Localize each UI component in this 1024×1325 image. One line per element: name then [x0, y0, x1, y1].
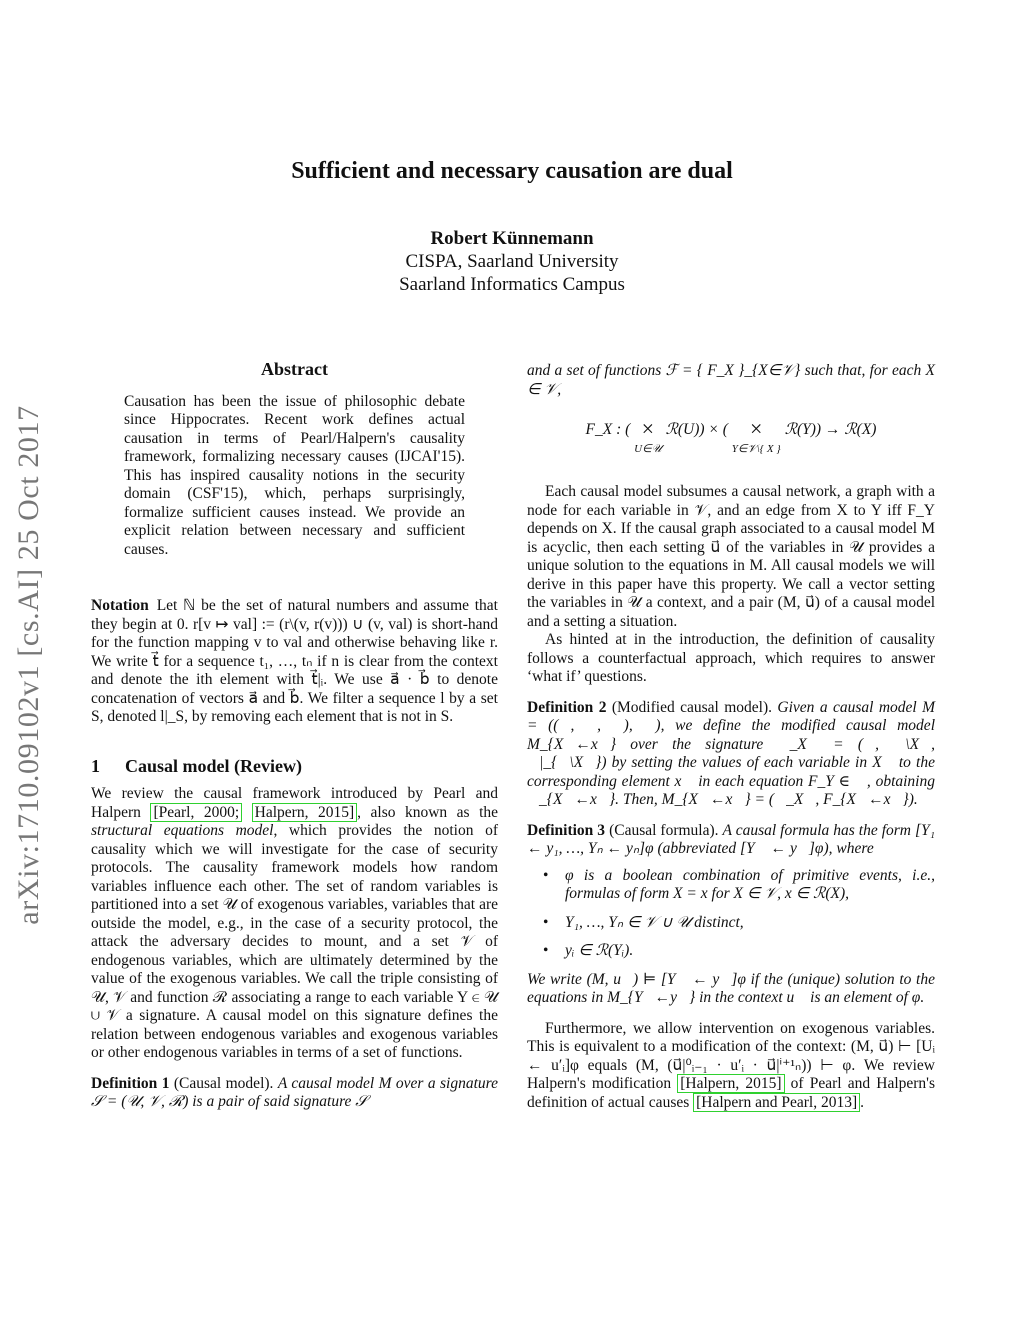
definition-2-paren: (Modified causal model).	[611, 698, 773, 716]
notation-paragraph	[91, 597, 498, 727]
list-item: • Y₁, …, Yₙ ∈ 𝒱 ∪ 𝒰 distinct,	[565, 914, 935, 933]
citation-halpern-pearl-2013[interactable]: [Halpern and Pearl, 2013]	[693, 1093, 860, 1112]
abstract-heading: Abstract	[261, 359, 328, 379]
citation-halpern-2015[interactable]: Halpern, 2015]	[252, 803, 357, 822]
abstract-body: Causation has been the issue of philosophic debate since Hippocrates. Recent work defines actual causation in terms of Pearl/Halpern's causality framework, formalizing necessary causes (IJCAI'15). This has inspired causality notions in the security domain (CSF'15), which, perhaps surprisingly, formalize sufficient causes instead. We provide an explicit relation between necessary and sufficient causes.	[124, 392, 465, 558]
right-column	[527, 362, 935, 1112]
intervention-text-c: .	[860, 1093, 864, 1111]
list-item: • φ is a boolean combination of primitive events, i.e., formulas of form X = x for X ∈ 𝒱, x ∈ ℛ(X),	[565, 867, 935, 904]
structural-equations-term: structural equations model	[91, 822, 274, 839]
definition-1-body: A causal model M over a signature 𝒮 = (𝒰, 𝒱, ℛ) is a pair of said signature 𝒮	[91, 1074, 498, 1110]
notation-body: Let ℕ be the set of natural numbers and assume that they begin at 0. r[v ↦ val] := (r\(v, r(v))) ∪ (v, val) is short-hand for the function mapping v to val and otherwise behaving like r. We write t⃗ for a sequence t₁, …, tₙ if n is clear from the context and denote the ith element with t⃗|ᵢ. We use a⃗ · b⃗ to denote concatenation of vectors a⃗ and b⃗. We filter a sequence l by a set S, denoted l|_S, by removing each element that is not in S.	[91, 597, 498, 725]
equation-mid-2: ℛ(Y)) → ℛ(X)	[784, 421, 877, 438]
section-1-text-c: , which provides the notion of causality which we will investigate for the case of security protocols. The causality framework models how random variables influence each other. The set of random variables is partitioned into a set 𝒰 of exogenous variables, variables that are outside the model, e.g., in the case of a security protocol, the attack the adversary decides to mount, and a set 𝒱 of endogenous variables, which are ultimately determined by the value of the exogenous variables. We call the triple consisting of 𝒰, 𝒱 and function ℛ associating a range to each variable Y ∈ 𝒰 ∪ 𝒱 a signature. A causal model on this signature defines the relation between endogenous variables and exogenous variables or other endogenous variables in terms of a set of functions.	[91, 822, 498, 1061]
section-1-text-b: , also known as the	[357, 803, 499, 821]
author-affiliation-1: CISPA, Saarland University	[405, 251, 619, 272]
cartesian-product-1: × U∈𝒰	[634, 416, 662, 455]
section-1-text-a: We review the causal framework introduced by Pearl and Halpern	[91, 785, 498, 821]
list-item: • yᵢ ∈ ℛ(Yᵢ).	[565, 942, 935, 961]
citation-pearl-2000[interactable]: [Pearl, 2000;	[150, 803, 242, 822]
citation-halpern-2015-b[interactable]: [Halpern, 2015]	[677, 1074, 784, 1093]
intervention-paragraph	[527, 1020, 935, 1113]
definition-2-body: Given a causal model M = ((𝒰, 𝒱, ℛ), ℱ), we define the modified causal model M_{X⃗←x⃗} over the signature 𝒮_X⃗ = (𝒰, 𝒱\X⃗, ℛ|_{𝒱\X⃗}) by setting the values of each variable in X⃗ to the corresponding element x⃗ in each equation F_Y ∈ ℱ, obtaining ℱ_{X⃗←x⃗}. Then, M_{X⃗←x⃗} = (𝒮_X⃗, F_{X⃗←x⃗}).	[527, 698, 936, 808]
equation-sub-1: U∈𝒰	[634, 443, 662, 455]
definition-3-head: Definition 3	[527, 821, 606, 839]
title-block	[0, 158, 1024, 296]
definition-2-head: Definition 2	[527, 698, 607, 716]
causal-network-paragraph: Each causal model subsumes a causal network, a graph with a node for each variable in 𝒱, and an edge from X to Y iff F_Y depends on X. If the causal graph associated to a causal model M is acyclic, then each setting u⃗ of the variables in 𝒰 provides a unique solution to the equations in M. All causal models we will derive in this paper have this property. We call a vector setting the variables in 𝒰 a context, and a pair (M, u⃗) of a causal model and a setting a situation.	[527, 483, 935, 630]
notation-heading: Notation	[91, 597, 149, 614]
cartesian-product-2: × Y∈𝒱\{ X }	[731, 416, 781, 455]
section-1-number: 1	[91, 755, 100, 776]
definition-1-head: Definition 1	[91, 1074, 170, 1092]
equation-sub-2: Y∈𝒱\{ X }	[731, 443, 781, 455]
author-name: Robert Künnemann	[430, 228, 594, 249]
definition-3	[527, 822, 935, 859]
arxiv-stamp: arXiv:1710.09102v1 [cs.AI] 25 Oct 2017	[12, 405, 45, 925]
section-1-title: Causal model (Review)	[125, 755, 302, 776]
counterfactual-paragraph: As hinted at in the introduction, the definition of causality follows a counterfactual approach, which requires to answer ‘what if’ questions.	[527, 631, 935, 685]
definition-3-after: We write (M, u⃗) ⊨ [Y⃗ ← y⃗]φ if the (unique) solution to the equations in M_{Y⃗←y⃗} in the context u⃗ is an element of φ.	[527, 970, 935, 1006]
definition-3-paren: (Causal formula).	[609, 821, 719, 839]
left-column	[91, 360, 498, 1112]
author-affiliation-2: Saarland Informatics Campus	[399, 274, 625, 295]
definition-1-paren: (Causal model).	[173, 1074, 274, 1092]
section-1-heading	[91, 757, 498, 776]
definition-1	[91, 1075, 498, 1112]
equation-1	[527, 416, 935, 457]
definition-1-continued: and a set of functions ℱ = { F_X }_{X∈𝒱} such that, for each X ∈ 𝒱,	[527, 362, 935, 398]
definition-2	[527, 699, 935, 810]
equation-lhs: F_X : (	[585, 421, 631, 438]
paper-title: Sufficient and necessary causation are dual	[291, 158, 733, 184]
equation-mid-1: ℛ(U)) × (	[665, 421, 728, 438]
definition-3-bullets	[527, 867, 935, 961]
intervention-text-b: of Pearl and Halpern's definition of actual causes	[527, 1075, 936, 1111]
definition-3-body: A causal formula has the form [Y₁ ← y₁, …, Yₙ ← yₙ]φ (abbreviated [Y⃗ ← y⃗]φ), where	[527, 821, 936, 857]
section-1-paragraph	[91, 785, 498, 1063]
intervention-text-a: Furthermore, we allow intervention on exogenous variables. This is equivalent to a modification of the context: (M, u⃗) ⊢ [Uᵢ ← u′ᵢ]φ equals (M, (u⃗|⁰ᵢ₋₁ · u′ᵢ · u⃗|ⁱ⁺¹ₙ)) ⊢ φ. We review Halpern's modification	[527, 1019, 935, 1092]
author-block	[0, 227, 1024, 296]
